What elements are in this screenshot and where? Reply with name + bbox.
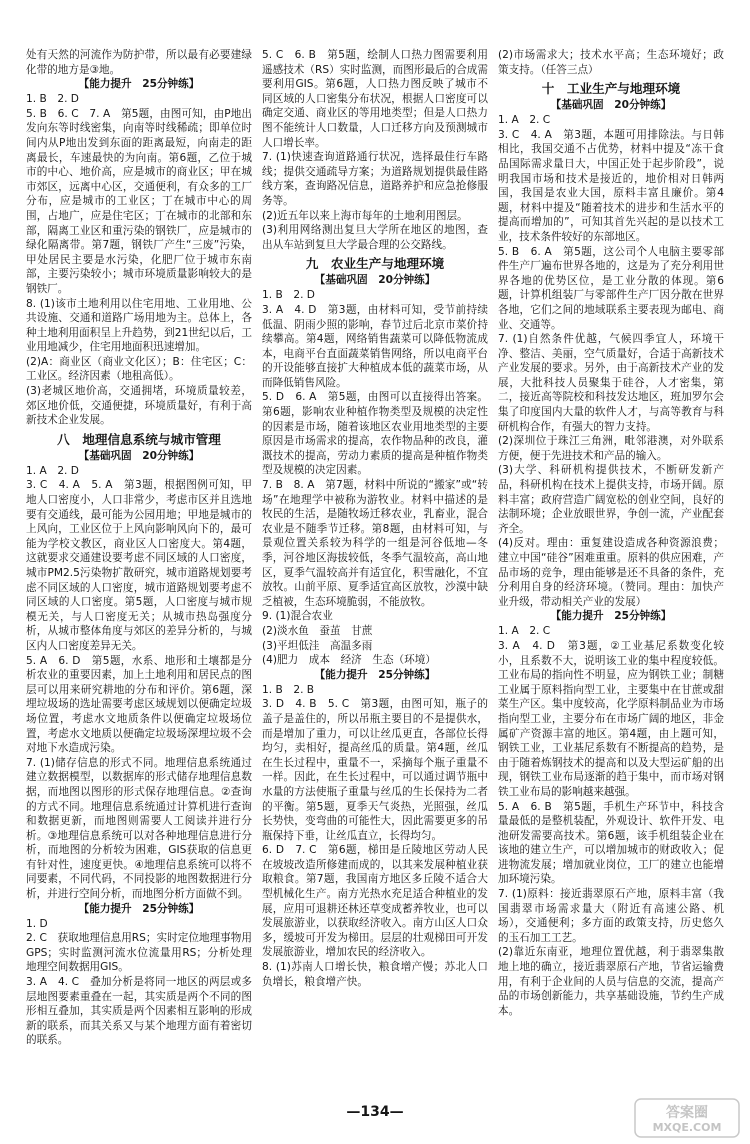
answer-paragraph: 7. (1)储存信息的形式不同。地理信息系统通过建立数据模型，以数据库的形式储存地理信息数据，而地图以图形的形式保存地理信息。②查询的方式不同。地理信息系统通过计算机进行查询和数据更新，而地图则需要人工阅读并进行分析。③地理信息系统可以对各种地理信息进行分析，而地图的分析较为困难，GIS获取的信息更有针对性，速度更快。④地理信息系统可以将不同要素，不同代码，不同投影的地图数据进行分析，并进行空间分析，而地图分析方面做不到。 [26, 756, 252, 901]
answer-paragraph: 2. C 获取地理信息用RS；实时定位地理事物用GPS；实时监测河流水位流量用RS；分析处理地理空间数据用GIS。 [26, 932, 252, 974]
answer-paragraph: (3)利用网络测出复旦大学所在地区的地图，查出从车站到复旦大学最合理的公交路线。 [262, 224, 488, 251]
answer-paragraph: 3. C 4. A 5. A 第3题，根据图例可知，甲地人口密度小，人口非常少，考虑市区并且选地要有交通线，最可能为公园用地；甲地是城市的上风向，工业区位于上风向影响风向下的，最可能为学校文教区，商业区人口密度大。第4题，这就要求交通建设要考虑不同区域的人口密度，城市PM2.5污染物扩散研究，城市道路规划要考虑不同区域的人口密度，城市道路规划要考虑不同区域的人口密度。第5题，人口密度与城市规模无关，与人口密度无关；从城市热岛强度分析，从城市整体角度与郊区的差异分析的，与城区内人口密度差异无关。 [26, 479, 252, 652]
svg-text:MXQE.COM: MXQE.COM [652, 1121, 722, 1134]
chapter-title: 十 工业生产与地理环境 [541, 81, 681, 97]
answer-page [26, 48, 726, 1100]
answer-paragraph: 1. B 2. D [262, 289, 315, 302]
answer-paragraph: 3. A 4. D 第3题，由材料可知，受节前持续低温、阴雨少照的影响，春节过后北京市菜价持续攀高。第4题，网络销售蔬菜可以降低物流成本，电商平台直面蔬菜销售网络，所以电商平台的开设能够直接扩大种植成本低的蔬菜市场，从而降低销售风险。 [262, 303, 488, 389]
section-heading: 【能力提升 25分钟练】 [78, 902, 200, 915]
chapter-title: 八 地理信息系统与城市管理 [57, 431, 221, 447]
answer-paragraph: 1. B 2. B [262, 683, 315, 696]
answer-paragraph: (2)淡水鱼 蚕茧 甘蔗 [262, 624, 373, 637]
answer-paragraph: 7. (1)原料：接近翡翠原石产地，原料丰富（我国翡翠市场需求量大（附近有高速公路、机场），交通便利；多方面的政策支持，历史悠久的玉石加工工艺。 [498, 888, 724, 944]
answer-paragraph: 9. (1)混合农业 [262, 610, 333, 623]
answer-paragraph: 7. (1)快速查询道路通行状况，选择最佳行车路线；提供交通疏导方案；为道路规划提供最佳路线方案，查询路况信息，道路养护和应急抢修服务等。 [262, 151, 488, 207]
answer-paragraph: 5. A 6. B 第5题，手机生产环节中，科技含量最低的是整机装配，外观设计、软件开发、电池研发需要高技术。第6题，该手机组装企业在该地的建立生产，可以增加城市的财政收入；促进物流发展；增加就业岗位，工厂的建立也能增加环境污染。 [498, 800, 724, 886]
answer-paragraph: 1. A 2. D [26, 464, 79, 477]
answer-paragraph: 5. D 6. A 第5题，由图可以直接得出答案。第6题，影响农业种植作物类型及规模的决定性的因素是市场，随着该地区农业用地类型的主要原因是市场需求的提高，农作物品种的改良，灌溉技术的提高，劳动力素质的提高是种植作物类型及规模的决定因素。 [262, 391, 488, 477]
section-heading: 【基础巩固 20分钟练】 [314, 274, 436, 287]
answer-paragraph: 3. C 4. A 第3题，本题可用排除法。与日韩相比，我国交通不占优势，材料中提及“冻干食品国际需求量日大，中国正处于起步阶段”，说明我国市场和技术是接近的，地价相对日韩两国，我国是农业大国，原料丰富且廉价。第4题，材料中提及“随着技术的进步和生活水平的提高而增加的”，可知其首先兴起的是以技术工业，技术条件较好的东部地区。 [498, 128, 724, 243]
column-left [26, 48, 252, 1100]
answer-paragraph: (2)市场需求大；技术水平高；生态环境好；政策支持。（任答三点） [498, 49, 724, 76]
answer-paragraph: 1. B 2. D [26, 93, 79, 106]
watermark-logo [634, 1098, 740, 1138]
svg-text:答案圈: 答案圈 [666, 1105, 708, 1121]
answer-paragraph: 6. D 7. C 第6题，梯田是丘陵地区劳动人民在坡坡改造所修建而成的，以其来发展种植业获取粮食。第7题，我国南方地区多丘陵不适合大型机械化生产。南方光热水充足适合种植业的发展，应用可退耕还林还草变成蓄养牧业，也可以发展旅游业，以获取经济收入。南方山区人口众多，缓坡可开发为梯田。层层的壮观梯田可开发发展旅游业，增加农民的经济收入。 [262, 844, 488, 959]
answer-paragraph: (3)大学、科研机构提供技术，不断研发新产品，科研机构在技术上提供支持，市场开阔。原料丰富；政府营造广阔宽松的创业空间，良好的法制环境；企业放眼世界，争创一流，产业配套齐全。 [498, 464, 724, 535]
answer-paragraph: 1. D [26, 917, 48, 930]
answer-paragraph: 1. A 2. C [498, 625, 551, 638]
column-right [498, 48, 724, 1100]
chapter-title: 九 农业生产与地理环境 [305, 256, 445, 272]
section-heading: 【能力提升 25分钟练】 [314, 668, 436, 681]
answer-paragraph: (2)A：商业区（商业文化区）；B：住宅区；C：工业区。经济因素（地租高低）。 [26, 355, 252, 383]
answer-paragraph: 7. B 8. A 第7题，材料中所说的“搬家”或“转场”在地理学中被称为游牧业。材料中描述的是牧民的生活，是随牧场迁移农业，乳畜业，混合农业是不随季节迁移。第8题，由材料可知，与景观位置关系较为科学的一组是河谷低地—冬季，河谷地区海拔较低，冬季气温较高，高山地区，夏季气温较高并有适宜化，积雪融化，不宜放牧。山前平原、夏季适宜高区放牧，沙漠中缺乏植被，生态环境脆弱，不能放牧。 [262, 479, 488, 608]
answer-paragraph: (3)平坦低洼 高温多雨 [262, 639, 373, 652]
answer-paragraph: 3. A 4. C 叠加分析是将同一地区的两层或多层地图要素重叠在一起，其实质是两个不同的图形相互叠加，其实质是两个因素相互影响的形成新的联系，而其关系又与某个地理方面有着密切的联系。 [26, 976, 252, 1047]
answer-paragraph: (2)靠近东南亚，地理位置优越，利于翡翠集散地上地的确立，接近翡翠原石产地，节省运输费用，有利于企业间的人员与信息的交流，提高产品的市场创新能力，共享基础设施，节约生产成本。 [498, 946, 724, 1017]
answer-paragraph: 3. D 4. B 5. C 第3题，由图可知，瓶子的盖子是盖住的，所以吊瓶主要目的不是提供水，而是增加了重力，可以让丝瓜更直，各部位长得均匀，卖相好，提高丝瓜的质量。第4题，丝瓜在生长过程中，重量不一，采摘每个瓶子重量不一样。因此，在生长过程中，可以通过调节瓶中水量的方法使瓶子重量与丝瓜的生长保持为二者的平衡。第5题，夏季天气炎热，光照强，丝瓜长势快，变弯曲的可能性大，因此需要更多的吊瓶保持下垂，让丝瓜直立，长得均匀。 [262, 698, 488, 842]
answer-paragraph: 5. A 6. D 第5题，水系、地形和土壤都是分析农业的重要因素，加上土地利用和居民点的图层可以用来研究耕地的分布和评价。第6题，深埋垃圾场的选址需要考虑区域规划以便确定垃圾场位置，考虑水文地质条件以便确定垃圾场位置，考虑水文地质以便确定垃圾场深埋垃圾不会对地下水造成污染。 [26, 654, 252, 755]
answer-paragraph: (3)老城区地价高，交通拥堵，环境质量较差，郊区地价低，交通便捷，环境质量好，有利于高新技术企业发展。 [26, 385, 252, 427]
answer-paragraph: (4)反对。理由：重复建设造成各种资源浪费；建立中国“硅谷”困难重重。原料的供应困难，产品市场的竞争，理由能够是还不具备的条件，充分利用自身的经济环境。（赞同。理由：加快产业升级，带动相关产业的发展） [498, 537, 724, 608]
answer-paragraph: 5. B 6. C 7. A 第5题，由图可知，由P地出发向东等时线密集，向南等时线稀疏；即单位时间内从P地出发到东面的距离最短，向南走的距离最长，车速最快的为向南。第6题，乙位于城市的中心、地价高，应是城市的商业区；甲在城市郊区，远离中心区，交通便利，有众多的工厂分布，应是城市的工业区；丁在城市中心的周围，占地广，应是住宅区；丁在城市的北部和东部，隔离工业区和重污染的钢铁厂，应是城市的绿化隔离带。第7题，钢铁厂产生“三废”污染，甲处居民主要是水污染，化肥厂位于城市东南部，主要污染较小；城市环境质量影响较大的是钢铁厂。 [26, 107, 252, 295]
section-heading: 【基础巩固 20分钟练】 [78, 449, 200, 462]
answer-paragraph: (2)近五年以来上海市每年的土地利用图层。 [262, 209, 468, 222]
column-middle [262, 48, 488, 1100]
answer-paragraph: 8. (1)苏南人口增长快，粮食增产慢；苏北人口负增长，粮食增产快。 [262, 961, 488, 988]
page-number: —134— [346, 1104, 404, 1120]
answer-paragraph: (2)深圳位于珠江三角洲，毗邻港澳，对外联系方便，便于先进技术和产品的输入。 [498, 435, 724, 462]
answer-paragraph: 1. A 2. C [498, 114, 551, 127]
answer-paragraph: 5. B 6. A 第5题，这公司个人电脑主要零部件生产厂遍布世界各地的，这是为了充分利用世界各地的优势区位，是工业分散的体现。第6题，计算机组装厂与零部件生产厂因分散在世界各地，它们之间的地域联系主要表现为邮电、商业、交通等。 [498, 245, 724, 331]
answer-paragraph: 3. A 4. D 第3题，②工业基尼系数变化较小，且系数不大，说明该工业的集中程度较低。工业布局的指向性不明显，应为钢铁工业；制糖工业属于原料指向型工业，主要集中在甘蔗或甜菜生产区。集中度较高，化学原料制品业为市场指向型工业，主要分布在市场广阔的地区，非金属矿产资源丰富的地区。第4题，由上题可知，钢铁工业，工业基尼系数有不断提高的趋势，是由于随着炼钢技术的提高和以及大型运矿船的出现，钢铁工业布局逐渐的趋于集中，而市场对钢铁工业布局的影响越来越强。 [498, 639, 724, 798]
section-heading: 【能力提升 25分钟练】 [550, 610, 672, 623]
section-heading: 【能力提升 25分钟练】 [78, 78, 200, 91]
answer-paragraph: 8. (1)该市土地利用以住宅用地、工业用地、公共设施、交通和道路广场用地为主。总体上，各种土地利用面积呈上升趋势，到21世纪以后，工业用地减少，住宅用地面积迅速增加。 [26, 297, 252, 354]
answer-paragraph: 5. C 6. B 第5题，绘制人口热力图需要利用遥感技术（RS）实时监测，而图形最后的合成需要利用GIS。第6题，人口热力图反映了城市不同区域的人口密集分布状况，根据人口密度可以确定交通、商业区的等用地类型；但是人口热力图不能统计人口数量，人口迁移方向及预测城市人口增长率。 [262, 49, 488, 149]
section-heading: 【基础巩固 20分钟练】 [550, 99, 672, 112]
answer-paragraph: (4)肥力 成本 经济 生态（环境） [262, 654, 436, 667]
answer-paragraph: 处有天然的河流作为防护带，所以最有必要建绿化带的地方是③地。 [26, 49, 252, 76]
answer-paragraph: 7. (1)自然条件优越，气候四季宜人，环境干净、整洁、美丽，空气质量好，合适于高新技术产业发展的要求。另外，由于高新技术产业的发展，大批科技人员聚集于硅谷，人才密集，第二，接近高等院校和科技发达地区，班加罗尔会集了印度国内大量的软件人才，与高等教育与科研机构合作，有强大的智力支持。 [498, 333, 724, 433]
